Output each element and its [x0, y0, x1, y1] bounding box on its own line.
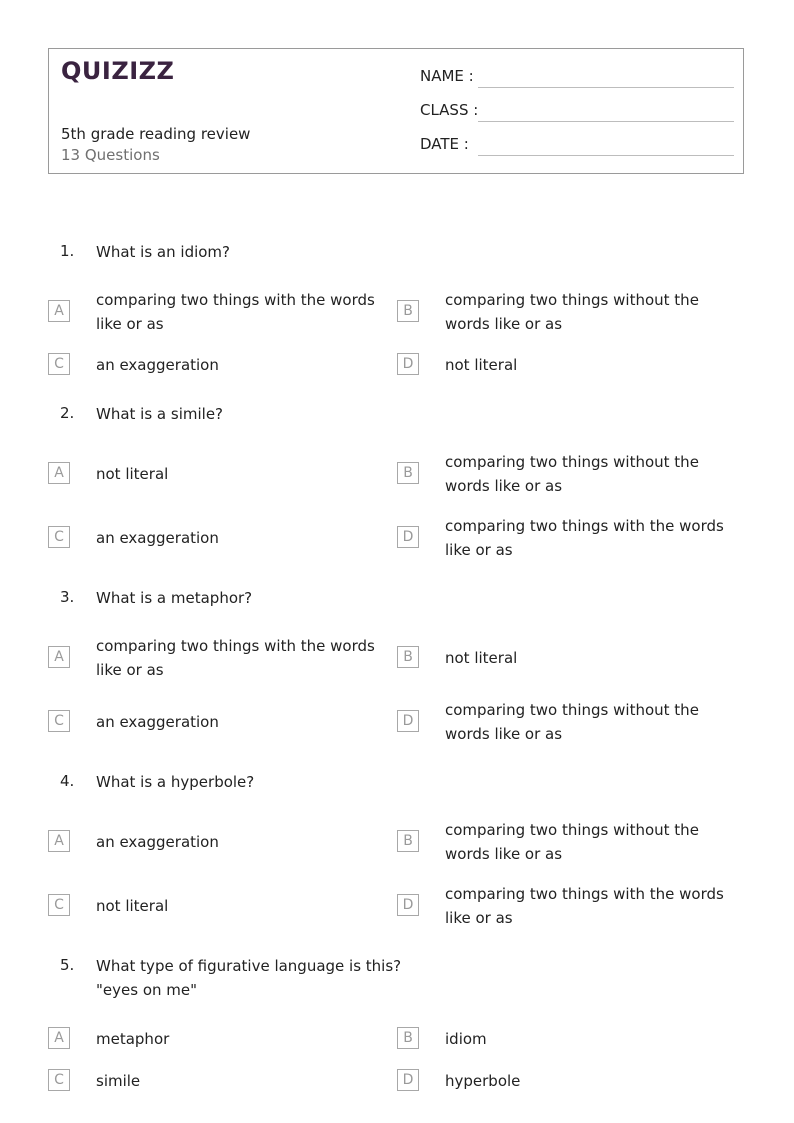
question-number: 1. [60, 242, 75, 260]
question-number: 4. [60, 772, 75, 790]
option-letter-box[interactable]: A [48, 462, 70, 484]
question-text: What is a metaphor? [96, 589, 253, 607]
option-text: not literal [96, 897, 169, 915]
option-letter-box[interactable]: A [48, 646, 70, 668]
question-text: What type of figurative language is this? [96, 957, 402, 975]
option-text: comparing two things with the words like or as [96, 291, 375, 333]
option-text: comparing two things without the words like or as [445, 453, 699, 495]
option-text: comparing two things without the words like or as [445, 291, 699, 333]
option-letter-box[interactable]: A [48, 300, 70, 322]
date-line[interactable] [478, 155, 734, 156]
option-text: comparing two things with the words like or as [445, 517, 724, 559]
option-text: comparing two things without the words like or as [445, 701, 699, 743]
option-letter-box[interactable]: D [397, 526, 419, 548]
option-letter-box[interactable]: D [397, 1069, 419, 1091]
worksheet-header [48, 48, 744, 174]
option-text: not literal [445, 356, 518, 374]
option-letter-box[interactable]: A [48, 1027, 70, 1049]
option-letter-box[interactable]: B [397, 1027, 419, 1049]
option-text: not literal [445, 649, 518, 667]
option-text: idiom [445, 1030, 487, 1048]
option-letter-box[interactable]: C [48, 894, 70, 916]
option-letter-box[interactable]: D [397, 710, 419, 732]
option-text: an exaggeration [96, 529, 219, 547]
option-letter-box[interactable]: C [48, 1069, 70, 1091]
option-text: comparing two things with the words like or as [445, 885, 724, 927]
option-text: an exaggeration [96, 356, 219, 374]
class-field[interactable] [420, 101, 734, 125]
question-number: 3. [60, 588, 75, 606]
option-text: an exaggeration [96, 833, 219, 851]
option-letter-box[interactable]: B [397, 300, 419, 322]
date-label: DATE : [420, 135, 469, 153]
name-label: NAME : [420, 67, 474, 85]
option-letter-box[interactable]: C [48, 526, 70, 548]
name-field[interactable] [420, 67, 734, 91]
option-letter-box[interactable]: B [397, 646, 419, 668]
question-text: What is a hyperbole? [96, 773, 255, 791]
quizizz-logo: QUIZIZZ [61, 57, 175, 85]
question-text: What is an idiom? [96, 243, 231, 261]
option-letter-box[interactable]: B [397, 830, 419, 852]
name-line[interactable] [478, 87, 734, 88]
option-text: not literal [96, 465, 169, 483]
option-letter-box[interactable]: D [397, 894, 419, 916]
option-text: comparing two things without the words like or as [445, 821, 699, 863]
question-number: 2. [60, 404, 75, 422]
option-letter-box[interactable]: A [48, 830, 70, 852]
option-text: comparing two things with the words like or as [96, 637, 375, 679]
option-letter-box[interactable]: C [48, 353, 70, 375]
question-text: What is a simile? [96, 405, 224, 423]
option-text: hyperbole [445, 1072, 521, 1090]
class-label: CLASS : [420, 101, 479, 119]
question-number: 5. [60, 956, 75, 974]
worksheet-title: 5th grade reading review [61, 125, 251, 143]
class-line[interactable] [478, 121, 734, 122]
question-quote: "eyes on me" [96, 981, 198, 999]
option-letter-box[interactable]: D [397, 353, 419, 375]
option-letter-box[interactable]: B [397, 462, 419, 484]
question-count: 13 Questions [61, 146, 160, 164]
option-text: an exaggeration [96, 713, 219, 731]
date-field[interactable] [420, 135, 734, 159]
option-letter-box[interactable]: C [48, 710, 70, 732]
option-text: simile [96, 1072, 141, 1090]
option-text: metaphor [96, 1030, 170, 1048]
